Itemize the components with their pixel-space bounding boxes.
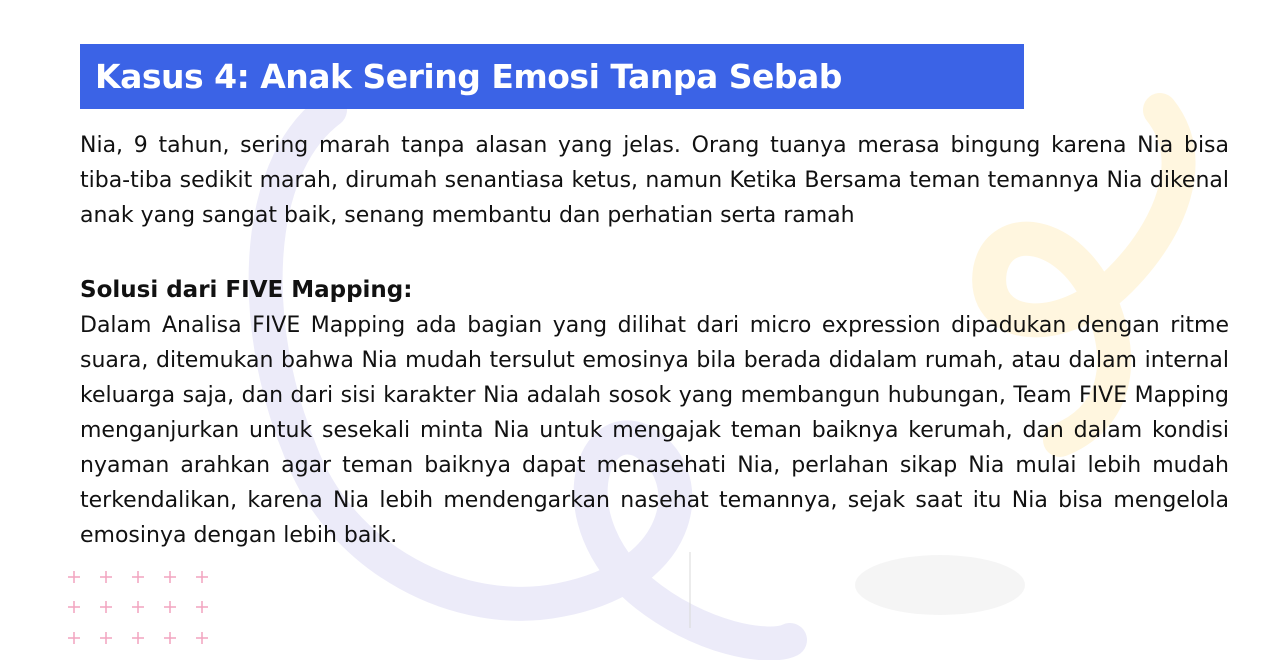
case-description: Nia, 9 tahun, sering marah tanpa alasan yang jelas. Orang tuanya merasa bingung karena Nia bisa tiba-tiba sedikit marah, dirumah senantiasa ketus, namun Ketika Bersama teman temannya Nia dikenal anak yang sangat baik, senang membantu dan perhatian serta ramah — [80, 133, 1229, 228]
plus-grid-pattern — [68, 571, 208, 644]
soft-shadow-shape — [855, 555, 1025, 615]
slide-title: Kasus 4: Anak Sering Emosi Tanpa Sebab — [95, 57, 842, 96]
slide-content — [80, 128, 1229, 553]
solution-description: Dalam Analisa FIVE Mapping ada bagian yang dilihat dari micro expression dipadukan dengan ritme suara, ditemukan bahwa Nia mudah tersulut emosinya bila berada didalam rumah, atau dalam internal keluarga saja, dan dari sisi karakter Nia adalah sosok yang membangun hubungan, Team FIVE Mapping menganjurkan untuk sesekali minta Nia untuk mengajak teman baiknya kerumah, dan dalam kondisi nyaman arahkan agar teman baiknya dapat menasehati Nia, perlahan sikap Nia mulai lebih mudah terkendalikan, karena Nia lebih mendengarkan nasehat temannya, sejak saat itu Nia bisa mengelola emosinya dengan lebih baik. — [80, 313, 1229, 548]
title-banner — [80, 44, 1024, 109]
solution-heading: Solusi dari FIVE Mapping: — [80, 277, 413, 303]
